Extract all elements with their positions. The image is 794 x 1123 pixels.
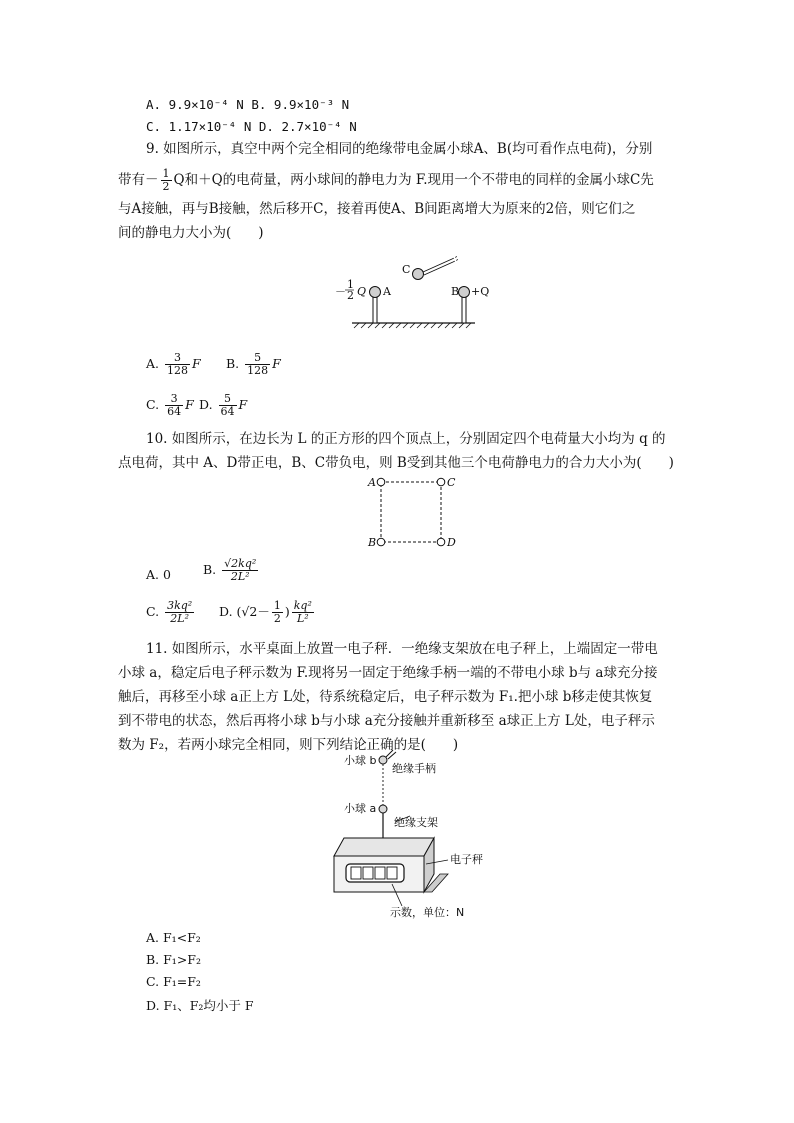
q11-line3: 触后，再移至小球 a正上方 L处，待系统稳定后，电子秤示数为 F₁.把小球 b移走使其恢复: [118, 689, 653, 705]
ball-a: [379, 805, 387, 813]
q11-figure: [320, 750, 520, 922]
electronic-scale: [334, 838, 434, 856]
q9-figure: [330, 250, 500, 332]
label-half-num: 1: [347, 278, 354, 291]
label-c: C: [447, 476, 456, 489]
label-b: B: [451, 285, 460, 298]
label-reading: 示数，单位：N: [390, 906, 465, 919]
q10-option-d: D. (√2－ $\frac{1}{2}$ ) $\frac{\text{kq²}}{\text{L²}}$: [219, 599, 312, 625]
q9-option-d: D. $\frac{5}{64}$ F: [199, 392, 248, 418]
label-c: C: [402, 263, 411, 276]
q11-option-c: C. F₁=F₂: [146, 974, 201, 989]
q11-line1: 11. 如图所示，水平桌面上放置一电子秤．一绝缘支架放在电子秤上，上端固定一带电: [146, 641, 658, 657]
q9-option-c: C. $\frac{3}{64}$ F: [146, 392, 194, 418]
stand-b: [462, 297, 466, 323]
stand-a: [373, 297, 377, 323]
q10-line2: 点电荷，其中 A、D带正电，B、C带负电，则 B受到其他三个电荷静电力的合力大小为( ): [118, 455, 674, 471]
label-d: D: [447, 536, 456, 549]
q9-line2: 带有－ $\frac{1}{2}$ Q和＋Q的电荷量，两小球间的静电力为 F.现用一个不带电的同样的金属小球C先: [118, 167, 654, 193]
q9-fraction-half: $\frac{1}{2}$: [162, 167, 170, 193]
q10-option-c: C. $\frac{\text{3kq²}}{\text{2L²}}$: [146, 599, 193, 625]
label-stand: 绝缘支架: [394, 816, 438, 829]
charge-c: [437, 478, 445, 486]
q10-figure: [366, 474, 466, 550]
ball-c: [413, 269, 424, 280]
label-b: B: [368, 536, 377, 549]
q9-option-b: B. $\frac{5}{128}$ F: [226, 351, 281, 377]
label-a: A: [368, 476, 376, 489]
q9-option-a: A. $\frac{3}{128}$ F: [146, 351, 201, 377]
q8-options-row2: C. 1.17×10⁻⁴ N D. 2.7×10⁻⁴ N: [146, 119, 357, 134]
label-scale: 电子秤: [450, 853, 483, 866]
label-plus-q: +Q: [471, 285, 490, 298]
q11-option-a: A. F₁<F₂: [146, 930, 201, 945]
charge-a: [377, 478, 385, 486]
label-q-left: Q: [357, 285, 367, 298]
label-a: A: [383, 285, 391, 298]
q11-line5: 数为 F₂，若两小球完全相同，则下列结论正确的是( ): [118, 737, 459, 753]
ball-a: [370, 287, 381, 298]
q8-options-row1: A. 9.9×10⁻⁴ N B. 9.9×10⁻³ N: [146, 97, 350, 112]
q11-option-b: B. F₁>F₂: [146, 952, 201, 967]
q11-line2: 小球 a，稳定后电子秤示数为 F.现将另一固定于绝缘手柄一端的不带电小球 b与 a球充分接: [118, 665, 658, 681]
q9-line4: 间的静电力大小为( ): [118, 225, 264, 241]
q9-line1: 9. 如图所示，真空中两个完全相同的绝缘带电金属小球A、B(均可看作点电荷)，分别: [146, 141, 653, 157]
q10-option-a: A. 0: [146, 567, 171, 582]
q11-line4: 到不带电的状态，然后再将小球 b与小球 a充分接触并重新移至 a球正上方 L处，电子秤示: [118, 713, 655, 729]
ball-b: [379, 756, 387, 764]
label-ball-b: 小球 b: [344, 754, 377, 767]
label-half-den: 2: [347, 289, 354, 302]
label-ball-a: 小球 a: [344, 802, 377, 815]
charge-d: [437, 538, 445, 546]
q9-line3: 与A接触，再与B接触，然后移开C，接着再使A、B间距离增大为原来的2倍，则它们之: [118, 201, 636, 217]
ball-b: [459, 287, 470, 298]
label-handle: 绝缘手柄: [392, 762, 436, 775]
q10-option-b: B. $\frac{\text{√2kq²}}{\text{2L²}}$: [203, 557, 257, 583]
q11-option-d: D. F₁、F₂均小于 F: [146, 998, 254, 1013]
charge-b: [377, 538, 385, 546]
label-minus: －: [335, 285, 346, 298]
q10-line1: 10. 如图所示，在边长为 L 的正方形的四个顶点上，分别固定四个电荷量大小均为 q 的: [146, 431, 666, 447]
